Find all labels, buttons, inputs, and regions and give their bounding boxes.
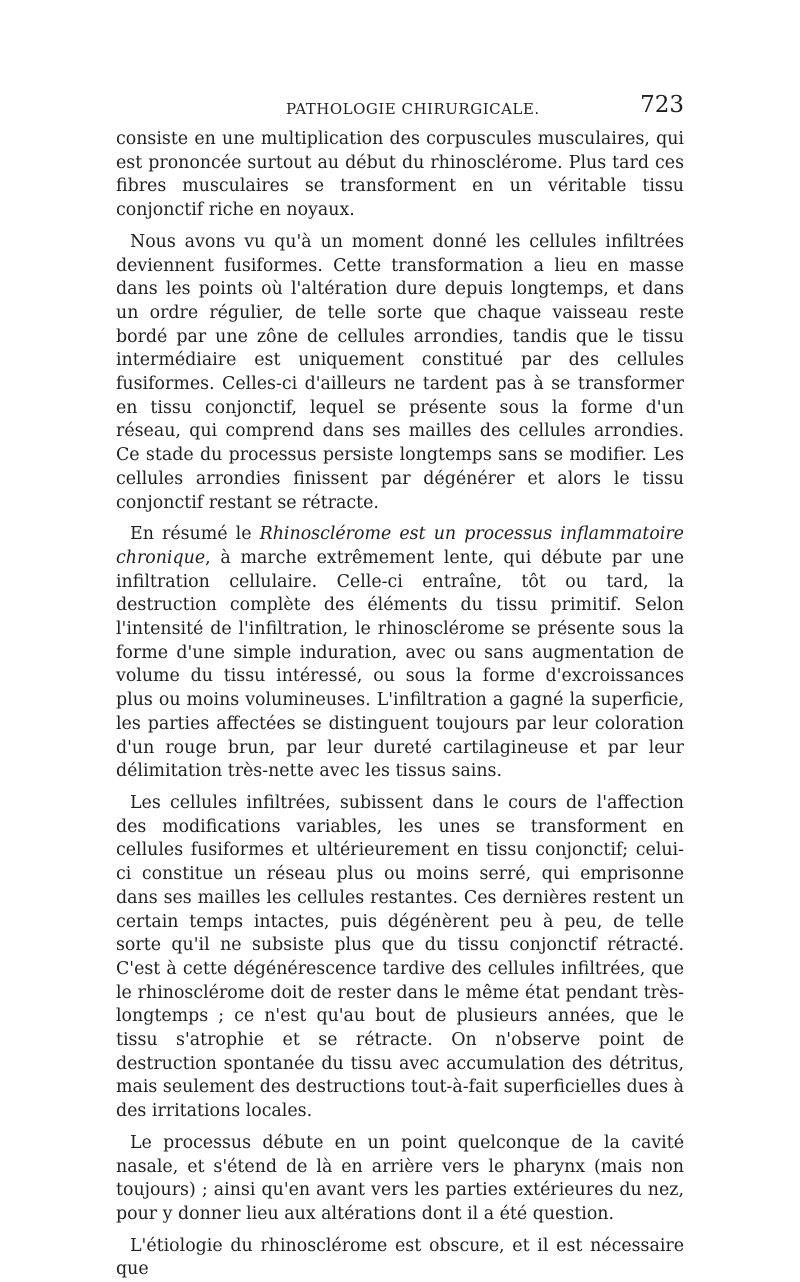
page-number: 723 [640,92,684,118]
paragraph-etiology: L'étiologie du rhinosclérome est obscure, et il est nécessaire que [116,1235,684,1280]
paragraph-continuation: consiste en une multiplication des corpuscules musculaires, qui est prononcée surtout au début du rhinosclérome. Plus tard ces fibres musculaires se transforment en un véritable tissu conjonctif riche en noyaux. [116,129,684,221]
running-head: PATHOLOGIE CHIRURGICALE. [286,100,540,118]
summary-emphasis: Rhinosclérome est un processus inflammatoire chronique [116,524,684,568]
paragraph-infiltrated-cells: Les cellules infiltrées, subissent dans le cours de l'affection des modifications variables, les unes se transforment en cellules fusiformes et ultérieurement en tissu conjonctif; celui-ci constitue un réseau plus ou moins serré, qui emprisonne dans ses mailles les cellules restantes. Ces dernières restent un certain temps intactes, puis dégénèrent peu à peu, de telle sorte qu'il ne subsiste plus que du tissu conjonctif rétracté. C'est à cette dégénérescence tardive des cellules infiltrées, que le rhinosclérome doit de rester dans le même état pendant très-longtemps ; ce n'est qu'au bout de plusieurs années, que le tissu s'atrophie et se rétracte. On n'observe point de destruction spontanée du tissu avec accumulation des détritus, mais seulement des destructions tout-à-fait superficielles dues à des irritations locales. [116,792,684,1122]
paragraph-summary [116,523,684,784]
summary-rest: , à marche extrêmement lente, qui débute par une infiltration cellulaire. Celle-ci entraîne, tôt ou tard, la destruction complète des éléments du tissu primitif. Selon l'intensité de l'infiltration, le rhinosclérome se présente sous la forme d'une simple induration, avec ou sans augmentation de volume du tissu intéressé, ou sous la forme d'excroissances plus ou moins volumineuses. L'infiltration a gagné la superficie, les parties affectées se distinguent toujours par leur coloration d'un rouge brun, par leur dureté cartilagineuse et par leur délimitation très-nette avec les tissus sains. [116,547,684,782]
page-header [116,92,684,124]
paragraph-fusiform-cells: Nous avons vu qu'à un moment donné les cellules infiltrées deviennent fusiformes. Cette transformation a lieu en masse dans les points où l'altération dure depuis longtemps, et dans un ordre régulier, de telle sorte que chaque vaisseau reste bordé par une zône de cellules arrondies, tandis que le tissu intermédiaire est uniquement constitué par des cellules fusiformes. Celles-ci d'ailleurs ne tardent pas à se transformer en tissu conjonctif, lequel se présente sous la forme d'un réseau, qui comprend dans ses mailles des cellules arrondies. Ce stade du processus persiste longtemps sans se modifier. Les cellules arrondies finissent par dégénérer et alors le tissu conjonctif restant se rétracte. [116,231,684,513]
summary-lead: En résumé le [130,524,260,545]
body-text [116,128,684,1282]
paragraph-process-spread: Le processus débute en un point quelconque de la cavité nasale, et s'étend de là en arrière vers le pharynx (mais non toujours) ; ainsi qu'en avant vers les parties extérieures du nez, pour y donner lieu aux altérations dont il a été question. [116,1132,684,1224]
